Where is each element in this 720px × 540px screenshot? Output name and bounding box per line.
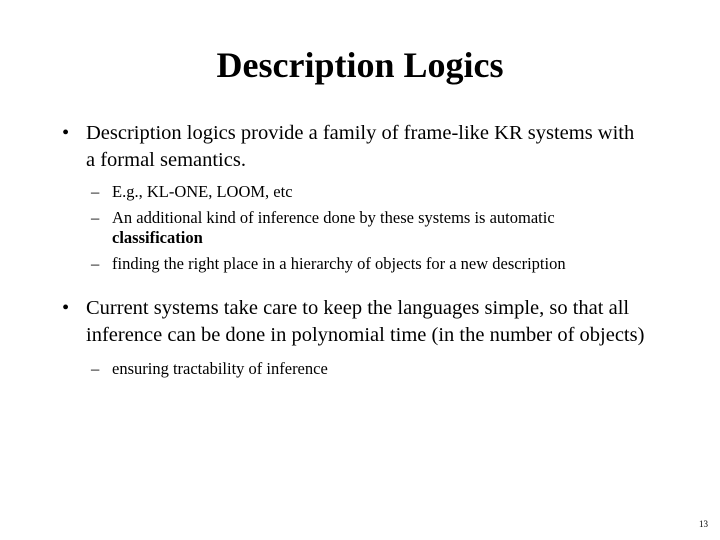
bullet-2-text: Current systems take care to keep the languages simple, so that all inference can be done in polynomial time (in the number of objects): [86, 297, 645, 346]
bullet-marker: •: [62, 297, 70, 319]
bullet-2-line: [62, 295, 656, 349]
dash-marker: –: [91, 359, 100, 378]
bullet-1-line: [62, 120, 646, 174]
bullet-1-text: Description logics provide a family of frame-like KR systems with a formal semantics.: [86, 122, 635, 171]
dash-marker: –: [91, 254, 100, 273]
dash-marker: –: [91, 182, 100, 201]
dash-marker: –: [91, 208, 100, 227]
slide-title: Description Logics: [216, 45, 504, 85]
sub-bullet-2-1: [62, 359, 682, 379]
bullet-2: [62, 295, 682, 379]
sub-bullet-1-3: [62, 254, 682, 274]
bullet-1: [62, 120, 682, 274]
sub-bullet-1-1: [62, 182, 682, 202]
sub-bullet-1-1-text: E.g., KL-ONE, LOOM, etc: [112, 182, 293, 201]
page-number: 13: [699, 519, 708, 529]
sub-bullet-1-2-bold: classification: [112, 228, 203, 247]
sub-bullet-1-2: [62, 208, 682, 228]
sub-bullet-2-1-text: ensuring tractability of inference: [112, 359, 328, 378]
bullet-marker: •: [62, 122, 70, 144]
sub-bullet-1-3-text: finding the right place in a hierarchy of objects for a new description: [112, 254, 566, 273]
sub-bullet-1-2-text: An additional kind of inference done by these systems is automatic: [112, 208, 555, 227]
